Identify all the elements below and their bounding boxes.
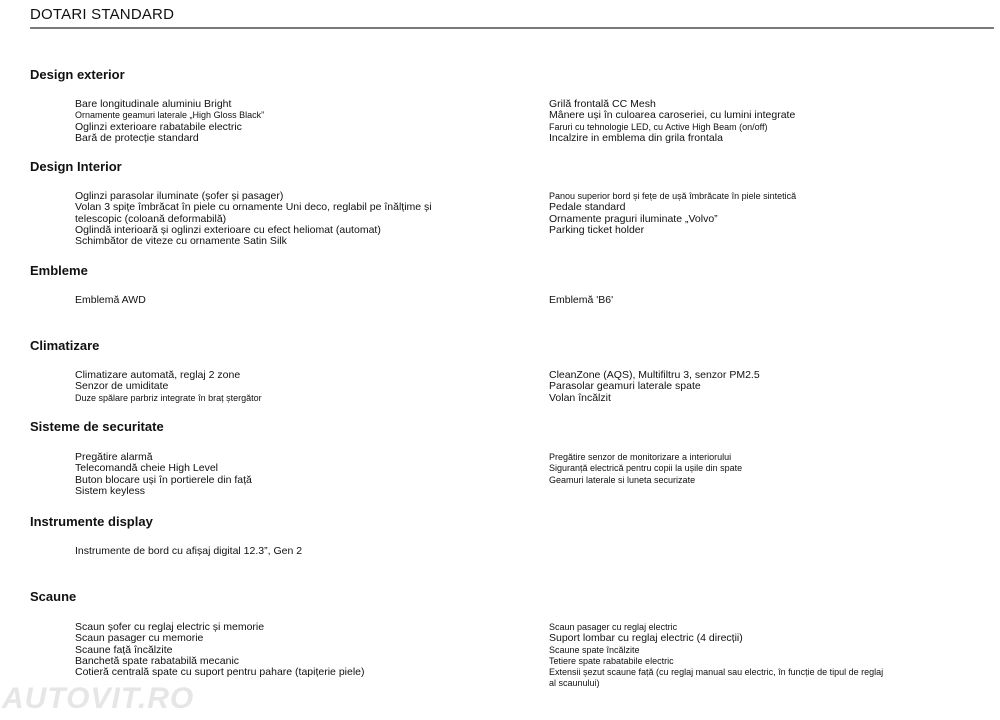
list-item: Emblemă 'B6' <box>549 294 614 306</box>
section-left-list-climatizare <box>75 370 262 404</box>
list-item: Faruri cu tehnologie LED, cu Active High Beam (on/off) <box>549 121 768 132</box>
section-right-list-scaune <box>549 622 883 690</box>
list-item: Pregătire senzor de monitorizare a interiorului <box>549 452 732 462</box>
section-right-list-design-interior <box>549 191 796 236</box>
section-heading-climatizare: Climatizare <box>30 338 100 353</box>
list-item: Siguranță electrică pentru copii la ușile din spate <box>549 463 743 474</box>
list-item: Parasolar geamuri laterale spate <box>549 380 701 393</box>
section-left-list-scaune <box>75 622 365 678</box>
list-item: Panou superior bord și fețe de ușă îmbrăcate în piele sintetică <box>549 191 797 201</box>
list-item: Banchetă spate rabatabilă mecanic <box>75 654 240 667</box>
list-item: Grilă frontală CC Mesh <box>549 98 656 110</box>
list-item: Sistem keyless <box>75 484 146 497</box>
list-item: Oglinzi parasolar iluminate (șofer și pasager) <box>75 190 284 202</box>
section-right-list-embleme <box>549 295 613 306</box>
list-item: CleanZone (AQS), Multifiltru 3, senzor PM2.5 <box>549 369 760 381</box>
section-heading-design-exterior: Design exterior <box>30 67 125 82</box>
list-item: Suport lombar cu reglaj electric (4 direcții) <box>549 632 743 645</box>
list-item: Geamuri laterale si luneta securizate <box>549 474 696 485</box>
section-left-list-sisteme-securitate <box>75 452 252 497</box>
list-item: Parking ticket holder <box>549 223 645 236</box>
list-item: Cotieră centrală spate cu suport pentru pahare (tapițerie piele) <box>75 666 365 679</box>
list-item: Mânere uși în culoarea caroseriei, cu lumini integrate <box>549 109 796 122</box>
list-item: al scaunului) <box>549 678 600 689</box>
list-item: Climatizare automată, reglaj 2 zone <box>75 369 241 381</box>
list-item: Scaun pasager cu reglaj electric <box>549 622 678 632</box>
section-right-list-climatizare <box>549 370 760 404</box>
watermark-logo: AUTOVIT.RO <box>2 682 195 715</box>
list-item: Duze spălare parbriz integrate în braț ștergător <box>75 392 262 403</box>
list-item: Ornamente geamuri laterale „High Gloss Black” <box>75 110 265 121</box>
section-left-list-design-exterior <box>75 99 264 144</box>
list-item: Emblemă AWD <box>75 294 146 306</box>
list-item: Scaune spate încălzite <box>549 644 640 655</box>
list-item: Extensii șezut scaune față (cu reglaj manual sau electric, în funcție de tipul de reglaj <box>549 667 884 678</box>
list-item: Tetiere spate rabatabile electric <box>549 655 674 666</box>
list-item: Senzor de umiditate <box>75 380 169 393</box>
section-left-list-embleme <box>75 295 146 306</box>
section-heading-sisteme-securitate: Sisteme de securitate <box>30 419 164 434</box>
section-left-list-design-interior <box>75 191 432 247</box>
list-item: Schimbător de viteze cu ornamente Satin Silk <box>75 235 287 248</box>
list-item: Oglinzi exterioare rabatabile electric <box>75 120 242 133</box>
list-item: Incalzire in emblema din grila frontala <box>549 131 723 144</box>
list-item: Pedale standard <box>549 201 626 214</box>
page-title: DOTARI STANDARD <box>30 6 175 23</box>
list-item: Ornamente praguri iluminate „Volvo” <box>549 212 718 225</box>
section-right-list-sisteme-securitate <box>549 452 742 486</box>
list-item: Scaun pasager cu memorie <box>75 632 204 645</box>
section-left-list-instrumente-display <box>75 546 302 557</box>
section-right-list-design-exterior <box>549 99 795 144</box>
list-item: Oglindă interioară și oglinzi exterioare cu efect heliomat (automat) <box>75 223 381 236</box>
list-item: Scaun șofer cu reglaj electric și memorie <box>75 621 265 633</box>
list-item: Buton blocare uși în portierele din față <box>75 473 252 486</box>
list-item: telescopic (coloană deformabilă) <box>75 212 227 225</box>
section-heading-scaune: Scaune <box>30 589 77 604</box>
section-heading-design-interior: Design Interior <box>30 159 122 174</box>
list-item: Volan 3 spițe îmbrăcat în piele cu ornamente Uni deco, reglabil pe înălțime și <box>75 201 432 214</box>
list-item: Pregătire alarmă <box>75 451 153 463</box>
list-item: Bare longitudinale aluminiu Bright <box>75 98 232 110</box>
section-heading-embleme: Embleme <box>30 263 88 278</box>
list-item: Volan încălzit <box>549 391 611 404</box>
list-item: Instrumente de bord cu afișaj digital 12.3”, Gen 2 <box>75 545 303 557</box>
list-item: Telecomandă cheie High Level <box>75 462 219 475</box>
title-divider <box>30 27 994 29</box>
list-item: Bară de protecție standard <box>75 131 199 144</box>
section-heading-instrumente-display: Instrumente display <box>30 514 153 529</box>
list-item: Scaune față încălzite <box>75 643 173 656</box>
